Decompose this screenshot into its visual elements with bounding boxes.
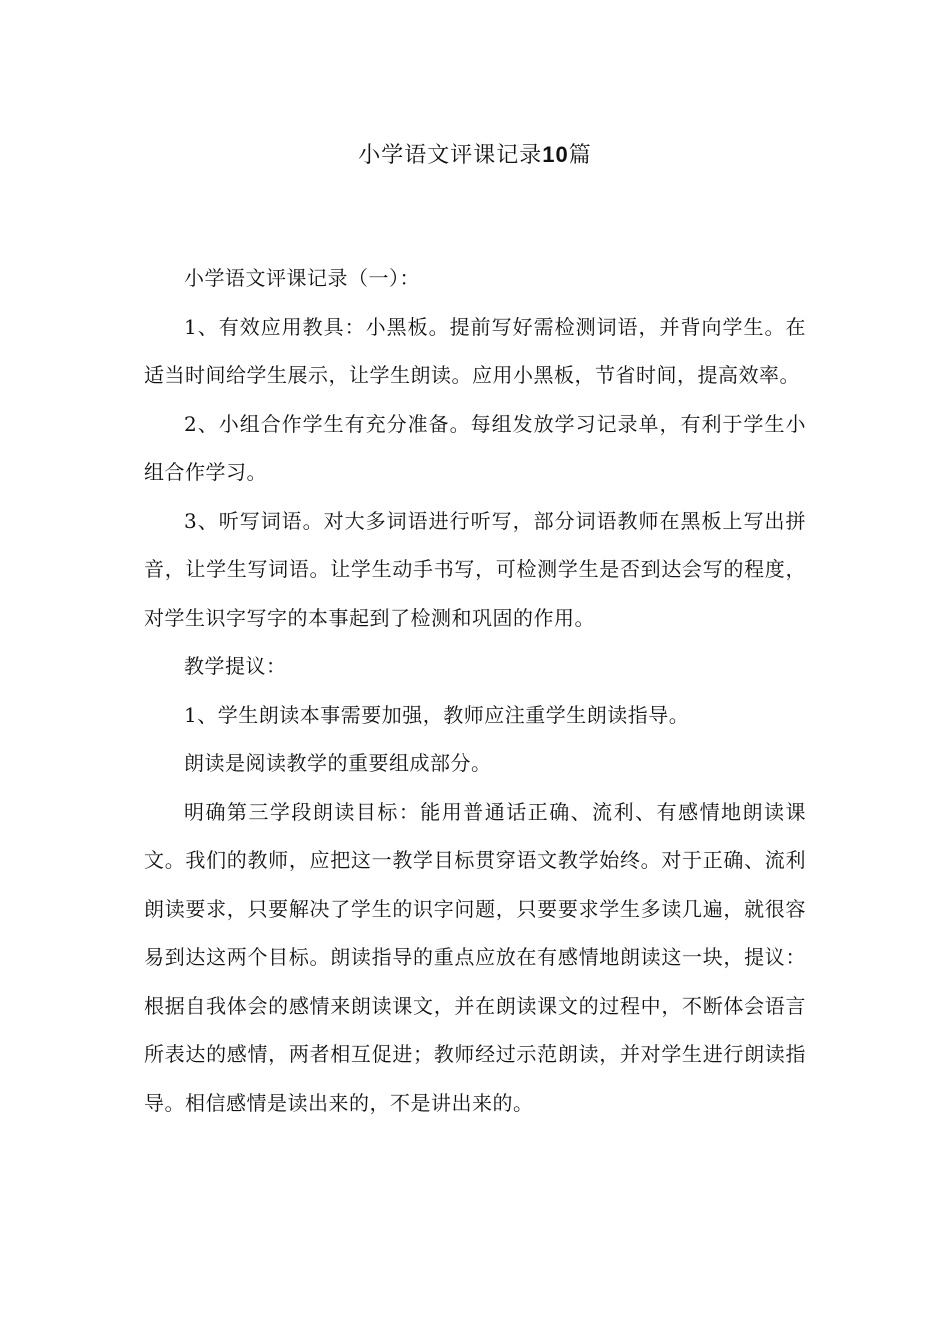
- paragraph: 3、听写词语。对大多词语进行听写，部分词语教师在黑板上写出拼音，让学生写词语。让学生动手书写，可检测学生是否到达会写的程度，对学生识字写字的本事起到了检测和巩固的作用。: [144, 508, 806, 630]
- title-number: 10: [542, 142, 569, 167]
- title-text: 小学语文评课记录: [358, 143, 543, 168]
- document-body: [144, 254, 806, 1127]
- title-suffix: 篇: [568, 143, 592, 168]
- document-title: [0, 138, 950, 173]
- paragraph: 1、学生朗读本事需要加强，教师应注重学生朗读指导。: [184, 702, 690, 727]
- paragraph: 明确第三学段朗读目标：能用普通话正确、流利、有感情地朗读课文。我们的教师，应把这一教学目标贯穿语文教学始终。对于正确、流利朗读要求，只要解决了学生的识字问题，只要要求学生多读几遍，就很容易到达这两个目标。朗读指导的重点应放在有感情地朗读这一块，提议：根据自我体会的感情来朗读课文，并在朗读课文的过程中，不断体会语言所表达的感情，两者相互促进；教师经过示范朗读，并对学生进行朗读指导。相信感情是读出来的，不是讲出来的。: [144, 799, 806, 1115]
- paragraph: 1、有效应用教具：小黑板。提前写好需检测词语，并背向学生。在适当时间给学生展示，让学生朗读。应用小黑板，节省时间，提高效率。: [144, 314, 806, 387]
- section-heading: 小学语文评课记录（一）：: [184, 266, 420, 290]
- paragraph: 2、小组合作学生有充分准备。每组发放学习记录单，有利于学生小组合作学习。: [144, 411, 806, 484]
- subheading: 教学提议：: [184, 654, 287, 678]
- paragraph: 朗读是阅读教学的重要组成部分。: [184, 751, 492, 775]
